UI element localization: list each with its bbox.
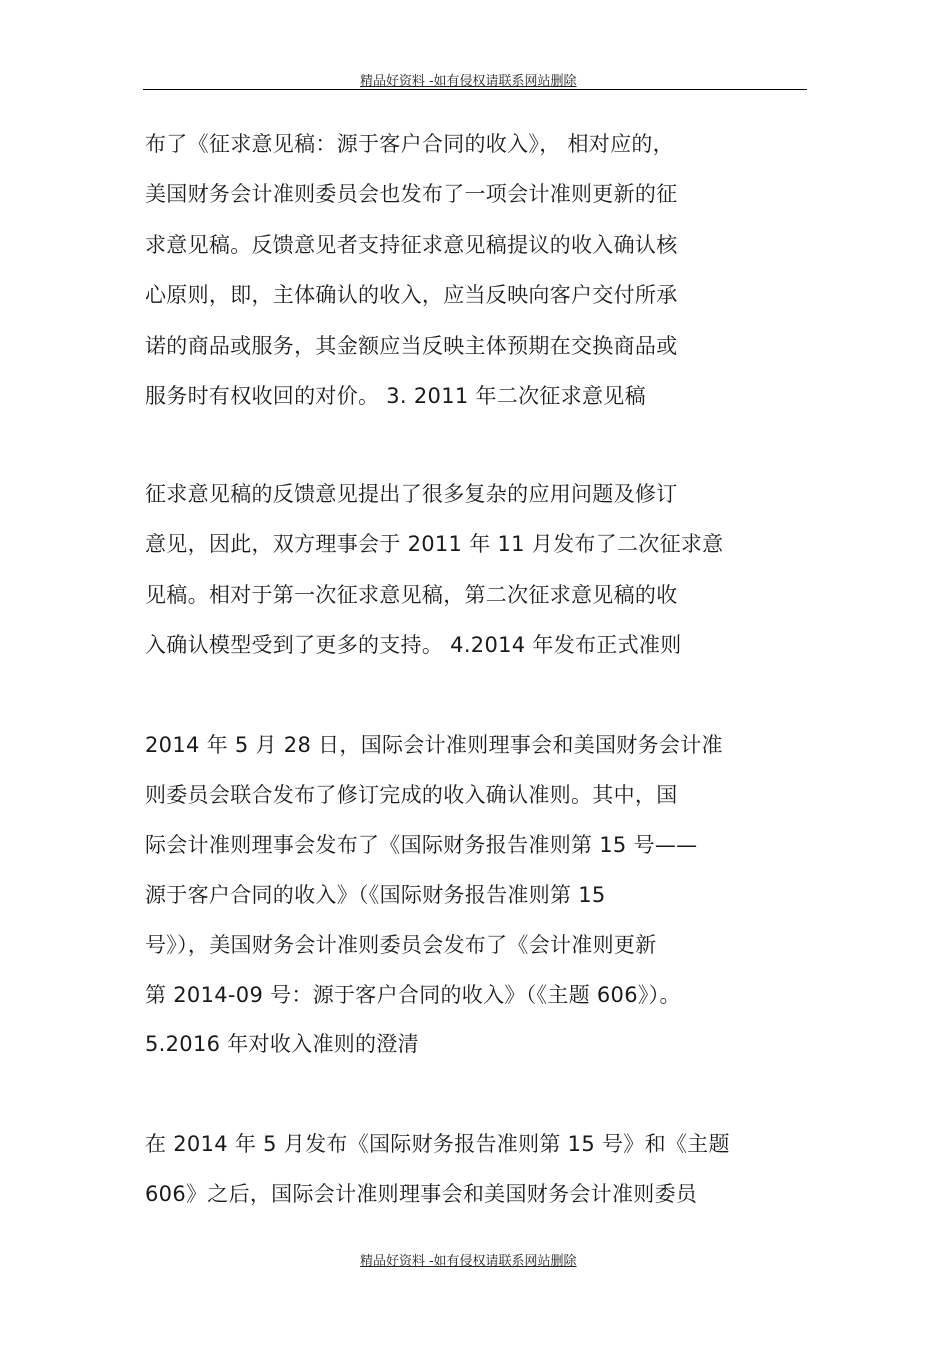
body-line: 号》），美国财务会计准则委员会发布了《会计准则更新 [145, 933, 657, 957]
body-line: 求意见稿。反馈意见者支持征求意见稿提议的收入确认核 [145, 233, 678, 257]
body-line: 源于客户合同的收入》（《国际财务报告准则第 15 [145, 883, 606, 907]
body-line: 布了《征求意见稿：源于客户合同的收入》， 相对应的， [145, 132, 674, 156]
body-line: 2014 年 5 月 28 日，国际会计准则理事会和美国财务会计准 [145, 733, 723, 757]
body-line: 第 2014-09 号：源于客户合同的收入》（《主题 606》）。 [145, 983, 681, 1007]
body-line: 诺的商品或服务，其金额应当反映主体预期在交换商品或 [145, 334, 678, 358]
body-line: 际会计准则理事会发布了《国际财务报告准则第 15 号—— [145, 833, 698, 857]
body-line: 606》之后，国际会计准则理事会和美国财务会计准则委员 [145, 1182, 698, 1206]
body-line: 美国财务会计准则委员会也发布了一项会计准则更新的征 [145, 182, 678, 206]
body-line: 服务时有权收回的对价。 3. 2011 年二次征求意见稿 [145, 384, 646, 408]
body-line: 在 2014 年 5 月发布《国际财务报告准则第 15 号》和《主题 [145, 1132, 730, 1156]
body-line: 见稿。相对于第一次征求意见稿，第二次征求意见稿的收 [145, 583, 678, 607]
page-header: 精品好资料 -如有侵权请联系网站删除 [360, 74, 577, 89]
body-line: 入确认模型受到了更多的支持。 4.2014 年发布正式准则 [145, 633, 682, 657]
body-line: 心原则，即，主体确认的收入，应当反映向客户交付所承 [145, 283, 678, 307]
body-line: 征求意见稿的反馈意见提出了很多复杂的应用问题及修订 [145, 482, 678, 506]
body-line: 意见，因此，双方理事会于 2011 年 11 月发布了二次征求意 [145, 532, 724, 556]
page-footer: 精品好资料 -如有侵权请联系网站删除 [360, 1254, 577, 1269]
body-line: 5.2016 年对收入准则的澄清 [145, 1032, 419, 1056]
body-line: 则委员会联合发布了修订完成的收入确认准则。其中，国 [145, 783, 678, 807]
header-divider [143, 89, 807, 90]
